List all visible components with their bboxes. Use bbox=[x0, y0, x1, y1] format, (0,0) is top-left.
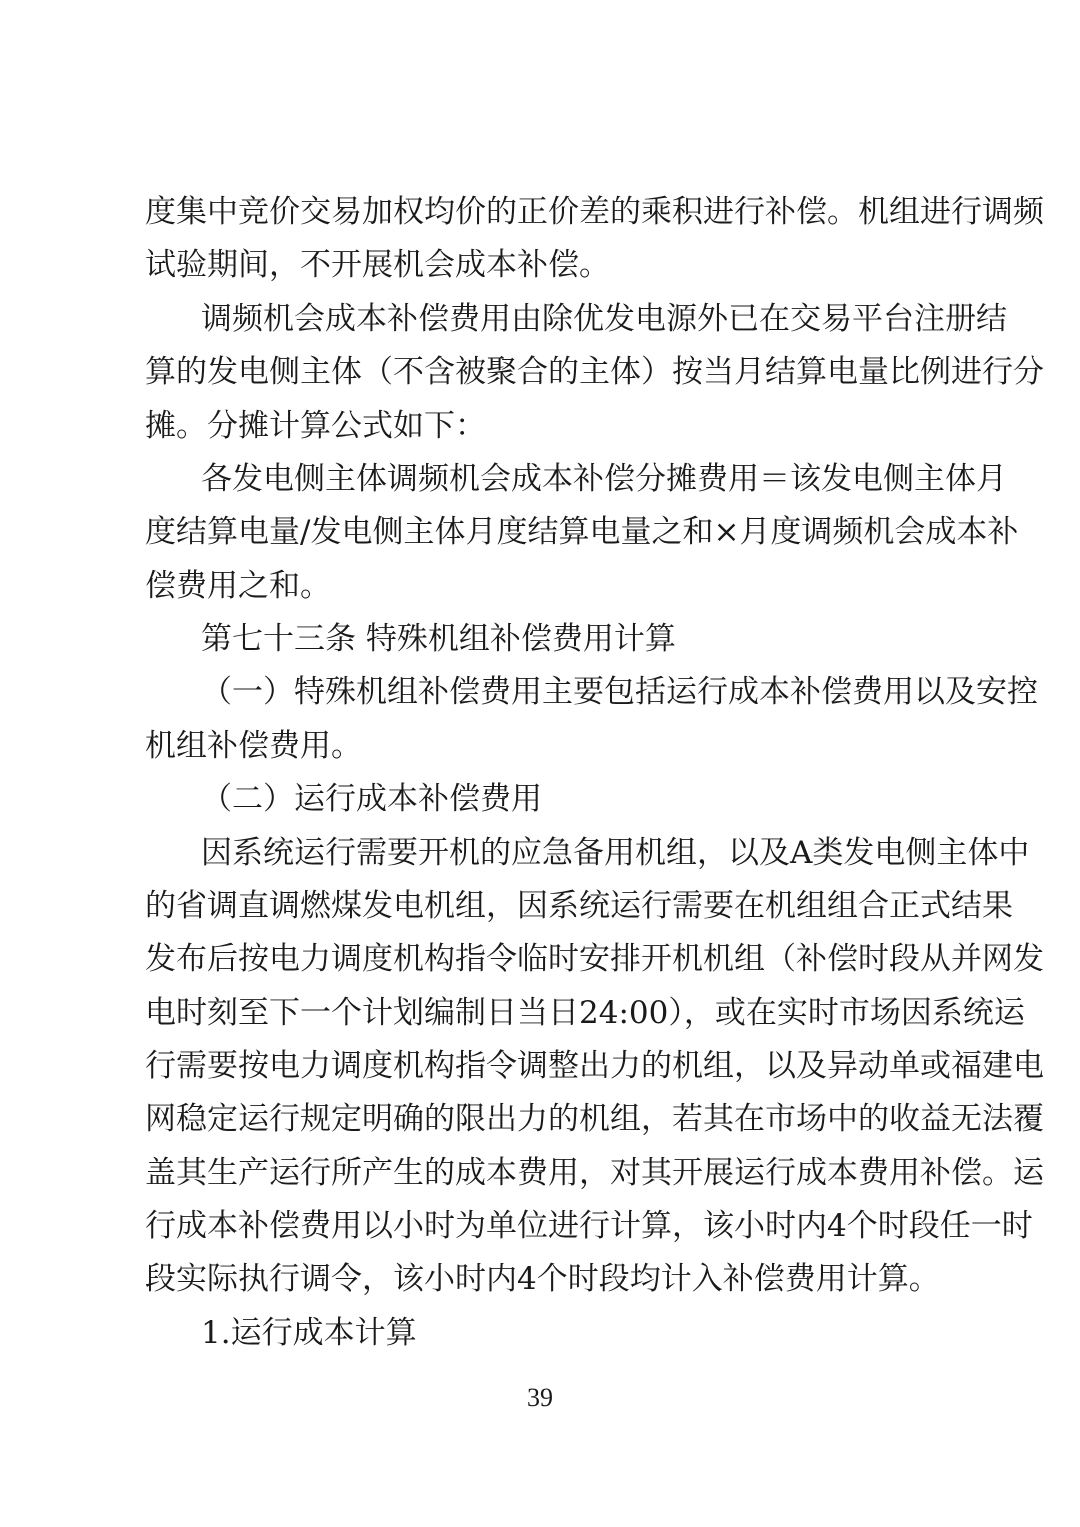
body-line-6: 各发电侧主体调频机会成本补偿分摊费用＝该发电侧主体月 bbox=[201, 461, 1007, 497]
body-line-5: 摊。分摊计算公式如下： bbox=[145, 408, 486, 444]
body-line-14: 的省调直调燃煤发电机组，因系统运行需要在机组组合正式结果 bbox=[145, 888, 1013, 924]
page-number: 39 bbox=[527, 1383, 553, 1412]
subsection-heading: 1.运行成本计算 bbox=[201, 1315, 417, 1351]
body-line-19: 盖其生产运行所产生的成本费用，对其开展运行成本费用补偿。运 bbox=[145, 1155, 1044, 1191]
section-heading: （二）运行成本补偿费用 bbox=[201, 781, 542, 817]
body-line-3: 调频机会成本补偿费用由除优发电源外已在交易平台注册结 bbox=[201, 301, 1007, 337]
body-line-7: 度结算电量/发电侧主体月度结算电量之和×月度调频机会成本补 bbox=[145, 514, 1019, 550]
body-line-8: 偿费用之和。 bbox=[145, 568, 331, 604]
body-line-20: 行成本补偿费用以小时为单位进行计算，该小时内4个时段任一时 bbox=[145, 1208, 1033, 1244]
body-line-2: 试验期间，不开展机会成本补偿。 bbox=[145, 247, 610, 283]
body-line-17: 行需要按电力调度机构指令调整出力的机组，以及异动单或福建电 bbox=[145, 1048, 1044, 1084]
body-line-11: 机组补偿费用。 bbox=[145, 728, 362, 764]
article-heading: 第七十三条 特殊机组补偿费用计算 bbox=[201, 621, 676, 657]
body-line-1: 度集中竞价交易加权均价的正价差的乘积进行补偿。机组进行调频 bbox=[145, 194, 1044, 230]
body-line-13: 因系统运行需要开机的应急备用机组，以及A类发电侧主体中 bbox=[201, 835, 1030, 871]
body-line-15: 发布后按电力调度机构指令临时安排开机机组（补偿时段从并网发 bbox=[145, 941, 1044, 977]
body-line-18: 网稳定运行规定明确的限出力的机组，若其在市场中的收益无法覆 bbox=[145, 1101, 1044, 1137]
body-line-16: 电时刻至下一个计划编制日当日24:00），或在实时市场因系统运 bbox=[145, 995, 1025, 1031]
body-line-10: （一）特殊机组补偿费用主要包括运行成本补偿费用以及安控 bbox=[201, 674, 1038, 710]
body-line-21: 段实际执行调令，该小时内4个时段均计入补偿费用计算。 bbox=[145, 1261, 940, 1297]
body-line-4: 算的发电侧主体（不含被聚合的主体）按当月结算电量比例进行分 bbox=[145, 354, 1044, 390]
